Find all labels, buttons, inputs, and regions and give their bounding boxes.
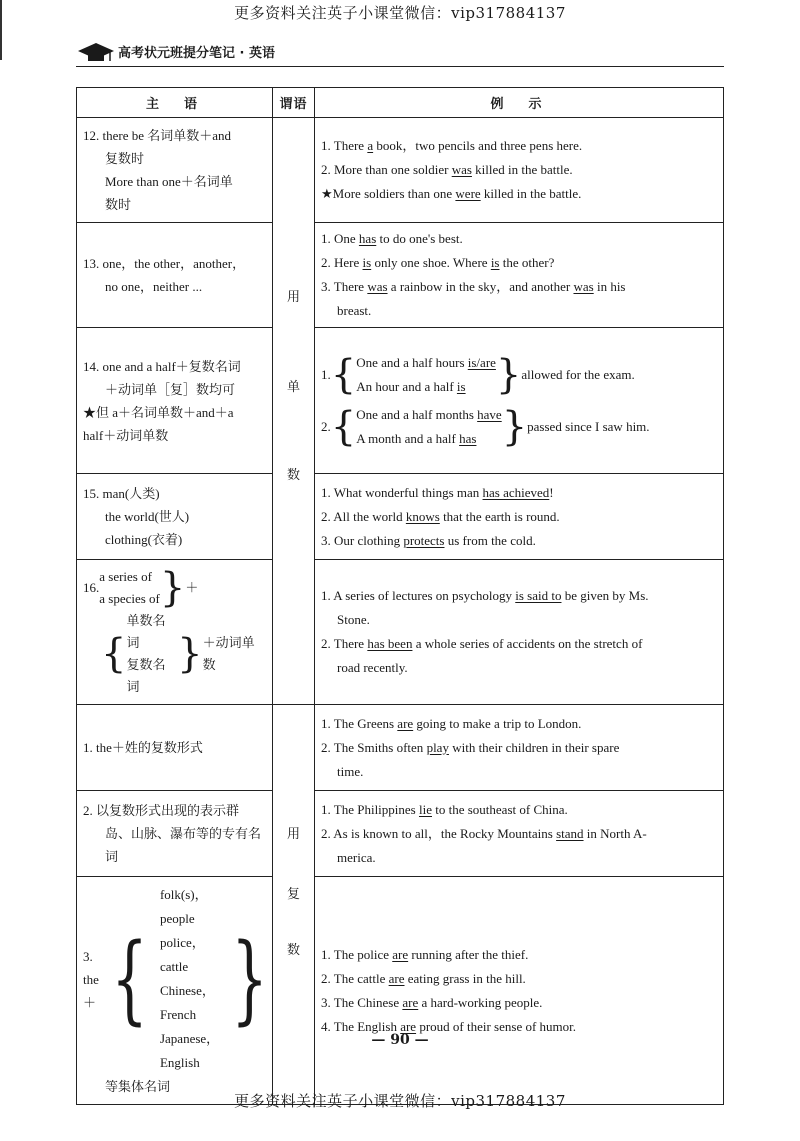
example-cell [315,223,724,328]
table-row [77,791,724,877]
example-sentence: 1. The police are running after the thief. [321,946,529,962]
example-sentence: 2. More than one soldier was killed in the battle. [321,162,573,177]
subject-line: 14. one and a half＋复数名词 [83,358,241,374]
example-sentence: breast. [337,303,372,318]
table-row [77,474,724,560]
example-sentence: 1. The Philippines lie to the southeast of China. [321,801,568,817]
predicate-char: 用 [286,290,300,305]
graduation-cap-icon [76,39,116,63]
subject-line: 词 [105,849,119,864]
subject-line: the world(世人) [105,509,190,524]
subject-line: 数时 [105,197,132,212]
header-subject: 主 语 [77,88,273,118]
example-sentence: 3. The Chinese are a hard-working people. [321,994,543,1010]
predicate-char: 数 [286,468,300,483]
table-row [77,223,724,328]
example-sentence: 2. As is known to all，the Rocky Mountains stand in North A- [321,825,647,841]
subject-line: a series of [99,569,152,584]
subject-line: 等集体名词 [105,1079,171,1094]
subject-cell [77,223,273,328]
example-cell [315,877,724,1105]
right-brace: } [177,631,203,677]
example-sentence: merica. [337,849,376,865]
subject-line: folk(s)，people [159,887,208,926]
subject-cell [77,877,273,1105]
subject-cell [77,474,273,560]
page-number: — 90 — [371,1032,429,1048]
example-sentence: ★More soldiers than one were killed in the battle. [321,186,582,201]
right-brace: } [159,565,186,611]
scan-edge-mark [0,0,2,60]
table-row [77,705,724,791]
example-cell [315,118,724,223]
predicate-char: 数 [286,943,300,958]
subject-line: 2. 以复数形式出现的表示群 [83,803,240,818]
subject-line: a species of [99,591,160,606]
example-cell [315,705,724,791]
subject-line: clothing(衣着) [105,532,183,547]
example-sentence: 2. All the world knows that the earth is round. [321,508,560,524]
table-row [77,560,724,705]
example-sentence: One and a half months have [356,406,502,422]
example-cell [315,791,724,877]
left-brace: { [111,923,148,1035]
subject-line: half＋动词单数 [83,427,169,443]
subject-line: Chinese，French [159,983,215,1022]
header-example: 例 示 [315,88,724,118]
example-sentence: One and a half hours is/are [356,354,496,370]
subject-line: More than one＋名词单 [105,174,233,189]
right-brace: } [501,403,528,450]
right-brace: } [231,923,269,1035]
running-header [76,38,275,64]
subject-cell [77,705,273,791]
subject-cell [77,791,273,877]
example-cell [315,328,724,474]
subject-line: no one，neither ... [105,279,203,294]
predicate-singular-cell [273,118,315,705]
subject-brace-group: 3. the＋ { folk(s)，people police，cattle Chinese，French Japanese，English } [83,883,266,1075]
subject-line: ★但 a＋名词单数＋and＋a [83,404,234,420]
subject-line: police，cattle [159,935,205,974]
table-row [77,118,724,223]
subject-line: 1. the＋姓的复数形式 [83,740,203,755]
example-sentence: A month and a half has [356,430,477,446]
left-brace: { [330,351,357,398]
subject-cell [77,328,273,474]
predicate-char: 复 [286,887,300,902]
left-brace: { [101,631,127,677]
subject-cell [77,118,273,223]
header-rule [76,66,724,67]
header-predicate: 谓语 [273,88,315,118]
bottom-watermark: 更多资料关注英子小课堂微信：vip317884137 [234,1092,566,1110]
example-brace-group: 1. { One and a half hours is/are An hour and a half is } allowed for the exam. [321,351,635,398]
subject-line: Japanese，English [159,1031,220,1070]
subject-line: 13. one，the other，another， [83,256,246,271]
example-sentence: road recently. [337,660,408,675]
top-watermark: 更多资料关注英子小课堂微信：vip317884137 [234,4,566,22]
example-brace-group: 2. { One and a half months have A month and a half has } passed since I saw him. [321,403,650,450]
subject-brace-group: 16. a series of a species of } ＋ [83,565,199,611]
example-sentence: 1. The Greens are going to make a trip to London. [321,715,582,731]
example-sentence: 2. Here is only one shoe. Where is the other? [321,255,555,270]
table-header-row [77,88,724,118]
table-row [77,877,724,1105]
predicate-char: 用 [286,827,300,842]
example-sentence: 1. One has to do one's best. [321,231,463,246]
example-sentence: 4. The English are proud of their sense of humor. [321,1018,577,1034]
example-cell [315,560,724,705]
table-row [77,328,724,474]
example-sentence: 1. A series of lectures on psychology is said to be given by Ms. [321,588,649,603]
example-cell [315,474,724,560]
subject-line: 单数名词 [126,613,166,650]
example-sentence: time. [337,763,364,779]
example-sentence: 2. There has been a whole series of accidents on the stretch of [321,636,643,651]
subject-brace-group: { 单数名词 复数名词 } ＋动词单数 [83,610,266,698]
example-sentence: 1. There a book，two pencils and three pens here. [321,138,583,153]
example-sentence: 2. The Smiths often play with their children in their spare [321,739,620,755]
subject-line: 12. there be 名词单数＋and [83,128,232,143]
example-sentence: 1. What wonderful things man has achieved! [321,484,554,500]
book-title: 高考状元班提分笔记 · 英语 [118,45,275,61]
example-sentence: An hour and a half is [356,378,466,394]
subject-line: 复数名词 [126,657,166,694]
grammar-table [76,87,724,1105]
predicate-char: 单 [286,380,300,395]
example-sentence: 2. The cattle are eating grass in the hill. [321,970,526,986]
subject-line: ＋动词单［复］数均可 [105,381,236,397]
subject-cell [77,560,273,705]
subject-line: 复数时 [105,151,145,166]
example-sentence: 3. Our clothing protects us from the cold. [321,532,536,548]
left-brace: { [330,403,357,450]
right-brace: } [495,351,522,398]
subject-line: 15. man(人类) [83,486,160,501]
example-sentence: 3. There was a rainbow in the sky，and another was in his [321,279,626,294]
example-sentence: Stone. [337,612,370,627]
subject-line: 岛、山脉、瀑布等的专有名 [105,826,262,841]
